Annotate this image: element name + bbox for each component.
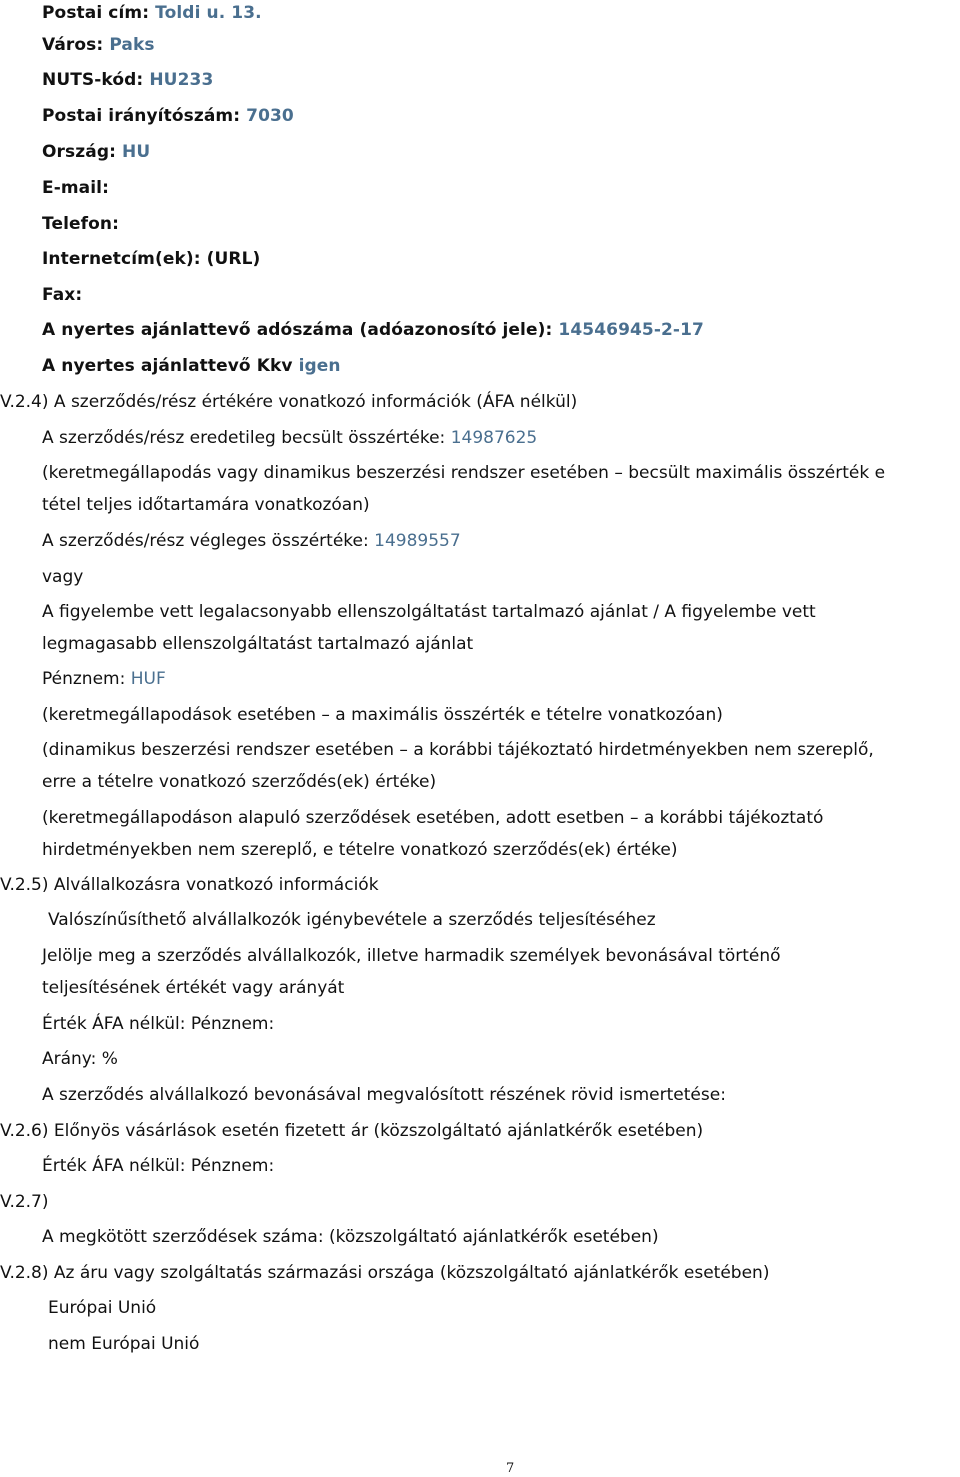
sme-line [42, 358, 341, 375]
estimated-value-label: A szerződés/rész eredetileg becsült összértéke: [42, 428, 446, 448]
sme-label: A nyertes ajánlattevő Kkv [42, 356, 293, 376]
section-v28-heading: V.2.8) Az áru vagy szolgáltatás származási országa (közszolgáltató ajánlatkérők esetében) [0, 1263, 770, 1283]
postal-address-value: Toldi u. 13. [155, 3, 262, 23]
postcode-value: 7030 [246, 106, 294, 126]
subcontract-value-no-vat: Érték ÁFA nélkül: Pénznem: [42, 1014, 275, 1034]
postcode-label: Postai irányítószám: [42, 106, 241, 126]
page-number: 7 [506, 1461, 515, 1476]
note-dps-line-1: (dinamikus beszerzési rendszer esetében – a korábbi tájékoztató hirdetményekben nem szereplő, [42, 740, 874, 760]
section-v25-heading: V.2.5) Alvállalkozásra vonatkozó információk [0, 875, 379, 895]
framework-note-line-1: (keretmegállapodás vagy dinamikus beszerzési rendszer esetében – becsült maximális összérték e [42, 463, 886, 483]
tax-id-value: 14546945-2-17 [558, 320, 704, 340]
nuts-value: HU233 [149, 70, 214, 90]
final-value-line [42, 533, 461, 550]
country-label: Ország: [42, 142, 116, 162]
lowest-highest-line-2: legmagasabb ellenszolgáltatást tartalmazó ajánlat [42, 634, 474, 654]
currency-value: HUF [130, 669, 166, 689]
final-value-label: A szerződés/rész végleges összértéke: [42, 531, 369, 551]
city-value: Paks [109, 35, 155, 55]
fax-label: Fax: [42, 285, 83, 305]
section-v24-heading: V.2.4) A szerződés/rész értékére vonatkozó információk (ÁFA nélkül) [0, 392, 578, 412]
tax-id-line [42, 322, 704, 339]
note-based-line-2: hirdetményekben nem szereplő, e tételre vonatkozó szerződés(ek) értéke) [42, 840, 678, 860]
note-based-line-1: (keretmegállapodáson alapuló szerződések esetében, adott esetben – a korábbi tájékoztató [42, 808, 824, 828]
nuts-line [42, 72, 213, 89]
currency-label: Pénznem: [42, 669, 126, 689]
section-v26-heading: V.2.6) Előnyös vásárlások esetén fizetett ár (közszolgáltató ajánlatkérők esetében) [0, 1121, 704, 1141]
origin-non-eu: nem Európai Unió [48, 1334, 200, 1354]
estimated-value-line [42, 430, 537, 447]
postcode-line [42, 108, 294, 125]
final-value: 14989557 [374, 531, 461, 551]
city-label: Város: [42, 35, 104, 55]
sme-value: igen [298, 356, 341, 376]
note-dps-line-2: erre a tételre vonatkozó szerződés(ek) értéke) [42, 772, 437, 792]
estimated-value: 14987625 [450, 428, 538, 448]
city-line [42, 37, 155, 54]
bargain-value-no-vat: Érték ÁFA nélkül: Pénznem: [42, 1156, 275, 1176]
origin-eu: Európai Unió [48, 1298, 157, 1318]
tax-id-label: A nyertes ajánlattevő adószáma (adóazonosító jele): [42, 320, 553, 340]
country-value: HU [122, 142, 151, 162]
indicate-line-2: teljesítésének értékét vagy arányát [42, 978, 345, 998]
postal-address-label: Postai cím: [42, 3, 150, 23]
note-framework: (keretmegállapodások esetében – a maximális összérték e tételre vonatkozóan) [42, 705, 723, 725]
contracts-count: A megkötött szerződések száma: (közszolgáltató ajánlatkérők esetében) [42, 1227, 659, 1247]
subcontract-short-description: A szerződés alvállalkozó bevonásával megvalósított részének rövid ismertetése: [42, 1085, 726, 1105]
postal-address-line [42, 5, 262, 22]
email-label: E-mail: [42, 178, 110, 198]
currency-line [42, 671, 166, 688]
subcontract-ratio: Arány: % [42, 1049, 118, 1069]
phone-label: Telefon: [42, 214, 120, 234]
indicate-line-1: Jelölje meg a szerződés alvállalkozók, illetve harmadik személyek bevonásával történő [42, 946, 781, 966]
nuts-label: NUTS-kód: [42, 70, 144, 90]
or-text: vagy [42, 567, 84, 587]
internet-label: Internetcím(ek): (URL) [42, 249, 261, 269]
lowest-highest-line-1: A figyelembe vett legalacsonyabb ellenszolgáltatást tartalmazó ajánlat / A figyelembe vett [42, 602, 816, 622]
likely-subcontracting: Valószínűsíthető alvállalkozók igénybevétele a szerződés teljesítéséhez [48, 910, 656, 930]
country-line [42, 144, 150, 161]
section-v27-heading: V.2.7) [0, 1192, 49, 1212]
framework-note-line-2: tétel teljes időtartamára vonatkozóan) [42, 495, 370, 515]
